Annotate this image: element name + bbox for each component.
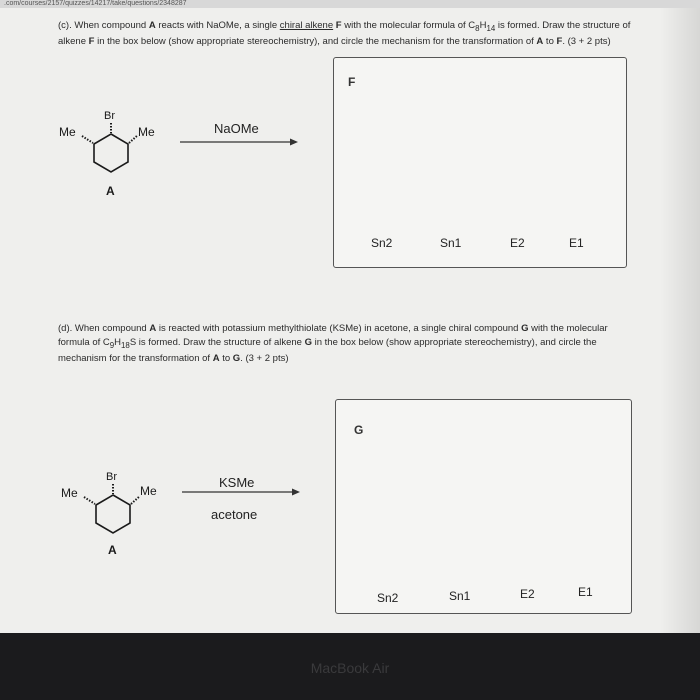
me-right-label: Me [140,484,157,498]
compound-a-structure-d [57,461,177,561]
part-d-prompt: (d). When compound A is reacted with potassium methylthiolate (KSMe) in acetone, a single chiral compound G with the molecular formula of $C_9H_{18}S$ is formed. Draw the structure of alkene G in the box below (show appropriate stereochemistry), and circle the mechanism for the transformation of A to G. (3 + 2 pts) [58,323,608,364]
solvent-acetone: acetone [211,507,258,522]
photo-shadow [660,8,700,633]
compound-label: A [106,184,115,198]
part-c-prompt: (c). When compound A reacts with NaOMe, a single chiral alkene F with the molecular formula of $C_8H_{14}$ is formed. Draw the structure of alkene F in the box below (show appropriate stereochemistry), and circle the mechanism for the transformation of A to F. (3 + 2 pts) [58,20,631,48]
reaction-arrow-d [182,486,302,498]
reagent-ksme: KSMe [219,475,255,490]
mechanism-option-e1[interactable]: E1 [569,236,584,250]
mechanism-option-e2[interactable]: E2 [520,587,535,601]
me-right-hashed-bond [131,496,140,504]
cyclohexane-ring [94,134,128,172]
mechanism-option-sn1[interactable]: Sn1 [449,589,471,603]
laptop-brand-label: MacBook Air [310,660,390,676]
compound-label: A [108,543,117,557]
box-label-f: F [348,75,356,89]
answer-box-g[interactable] [335,399,632,614]
me-right-hashed-bond [129,135,138,143]
reaction-arrow-c [180,136,300,148]
mechanism-option-sn1[interactable]: Sn1 [440,236,462,250]
compound-a-structure-c [55,100,175,200]
reagent-naome: NaOMe [214,121,259,136]
box-label-g: G [354,423,364,437]
mechanism-option-sn2[interactable]: Sn2 [371,236,393,250]
me-right-label: Me [138,125,155,139]
url-text: .com/courses/2157/quizzes/14217/take/questions/2348287 [4,0,187,7]
me-left-label: Me [61,486,78,500]
mechanism-option-sn2[interactable]: Sn2 [377,591,399,605]
br-label: Br [104,110,115,122]
mechanism-option-e2[interactable]: E2 [510,236,525,250]
br-label: Br [106,471,117,483]
mechanism-option-e1[interactable]: E1 [578,585,593,599]
cyclohexane-ring [96,495,130,533]
me-left-hashed-bond [84,497,95,504]
me-left-label: Me [59,125,76,139]
me-left-hashed-bond [82,136,93,143]
answer-box-f[interactable] [333,57,627,268]
browser-url-strip [0,0,700,8]
